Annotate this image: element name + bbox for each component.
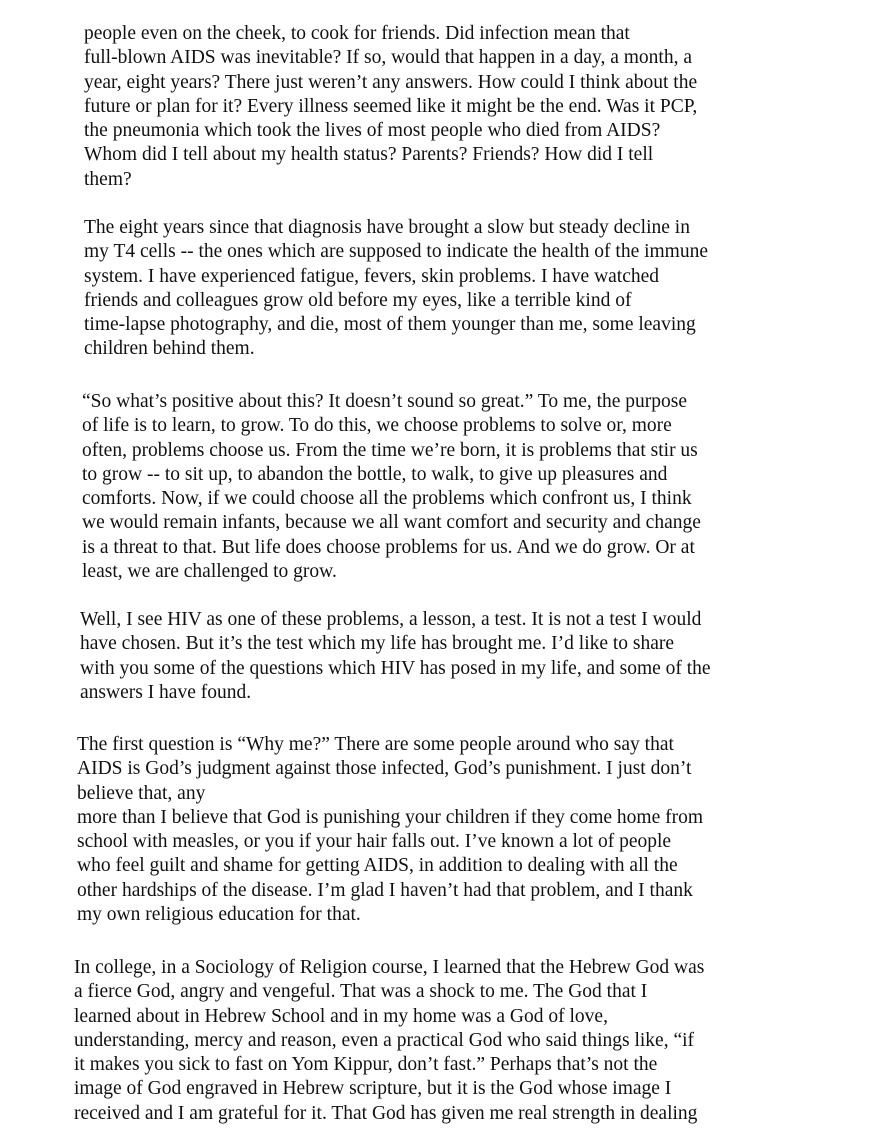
text-line: the pneumonia which took the lives of most people who died from AIDS? bbox=[84, 120, 661, 142]
text-line: image of God engraved in Hebrew scripture, but it is the God whose image I bbox=[74, 1078, 672, 1100]
text-line: it makes you sick to fast on Yom Kippur, don’t fast.” Perhaps that’s not the bbox=[74, 1054, 658, 1076]
text-line: believe that, any bbox=[77, 782, 206, 804]
text-line: a fierce God, angry and vengeful. That was a shock to me. The God that I bbox=[74, 981, 648, 1003]
paragraph-4 bbox=[80, 608, 711, 705]
text-line: to grow -- to sit up, to abandon the bottle, to walk, to give up pleasures and bbox=[82, 463, 668, 485]
paragraph-5 bbox=[77, 733, 703, 927]
text-line: received and I am grateful for it. That God has given me real strength in dealing bbox=[74, 1102, 698, 1124]
text-line: other hardships of the disease. I’m glad I haven’t had that problem, and I thank bbox=[77, 879, 693, 901]
text-line: Well, I see HIV as one of these problems, a lesson, a test. It is not a test I would bbox=[80, 609, 702, 630]
text-line: understanding, mercy and reason, even a practical God who said things like, “if bbox=[74, 1029, 695, 1051]
text-line: time-lapse photography, and die, most of them younger than me, some leaving bbox=[84, 314, 696, 336]
text-line: is a threat to that. But life does choose problems for us. And we do grow. Or at bbox=[82, 536, 695, 558]
text-line: with you some of the questions which HIV has posed in my life, and some of the bbox=[80, 657, 711, 679]
text-line: of life is to learn, to grow. To do this, we choose problems to solve or, more bbox=[82, 415, 672, 437]
text-line: The first question is “Why me?” There are some people around who say that bbox=[77, 734, 674, 755]
text-line: comforts. Now, if we could choose all the problems which confront us, I think bbox=[82, 488, 692, 510]
text-line: Whom did I tell about my health status? Parents? Friends? How did I tell bbox=[84, 144, 654, 166]
paragraph-3 bbox=[82, 390, 701, 584]
text-line: AIDS is God’s judgment against those infected, God’s punishment. I just don’t bbox=[77, 758, 692, 780]
text-line: The eight years since that diagnosis have brought a slow but steady decline in bbox=[84, 217, 690, 238]
text-line: full-blown AIDS was inevitable? If so, would that happen in a day, a month, a bbox=[84, 47, 692, 69]
text-line: system. I have experienced fatigue, fevers, skin problems. I have watched bbox=[84, 265, 660, 287]
paragraph-2 bbox=[84, 216, 708, 362]
text-line: children behind them. bbox=[84, 338, 255, 360]
text-line: have chosen. But it’s the test which my life has brought me. I’d like to share bbox=[80, 633, 675, 655]
text-line: school with measles, or you if your hair falls out. I’ve known a lot of people bbox=[77, 831, 672, 853]
paragraph-6 bbox=[74, 956, 704, 1126]
text-line: least, we are challenged to grow. bbox=[82, 561, 337, 583]
text-line: learned about in Hebrew School and in my home was a God of love, bbox=[74, 1005, 608, 1027]
text-line: my T4 cells -- the ones which are supposed to indicate the health of the immune bbox=[84, 241, 709, 263]
text-line: more than I believe that God is punishing your children if they come home from bbox=[77, 806, 704, 828]
text-line: my own religious education for that. bbox=[77, 904, 361, 926]
text-line: In college, in a Sociology of Religion course, I learned that the Hebrew God was bbox=[74, 957, 705, 978]
text-line: them? bbox=[84, 168, 132, 190]
paragraph-1 bbox=[84, 22, 697, 192]
text-line: we would remain infants, because we all want comfort and security and change bbox=[82, 512, 701, 534]
text-line: “So what’s positive about this? It doesn’t sound so great.” To me, the purpose bbox=[82, 391, 688, 412]
text-line: often, problems choose us. From the time we’re born, it is problems that stir us bbox=[82, 439, 698, 461]
text-line: who feel guilt and shame for getting AIDS, in addition to dealing with all the bbox=[77, 855, 678, 877]
text-line: answers I have found. bbox=[80, 681, 252, 703]
text-line: people even on the cheek, to cook for friends. Did infection mean that bbox=[84, 23, 630, 44]
text-line: friends and colleagues grow old before my eyes, like a terrible kind of bbox=[84, 289, 632, 311]
text-line: future or plan for it? Every illness seemed like it might be the end. Was it PCP, bbox=[84, 95, 698, 117]
text-line: year, eight years? There just weren’t any answers. How could I think about the bbox=[84, 71, 698, 93]
